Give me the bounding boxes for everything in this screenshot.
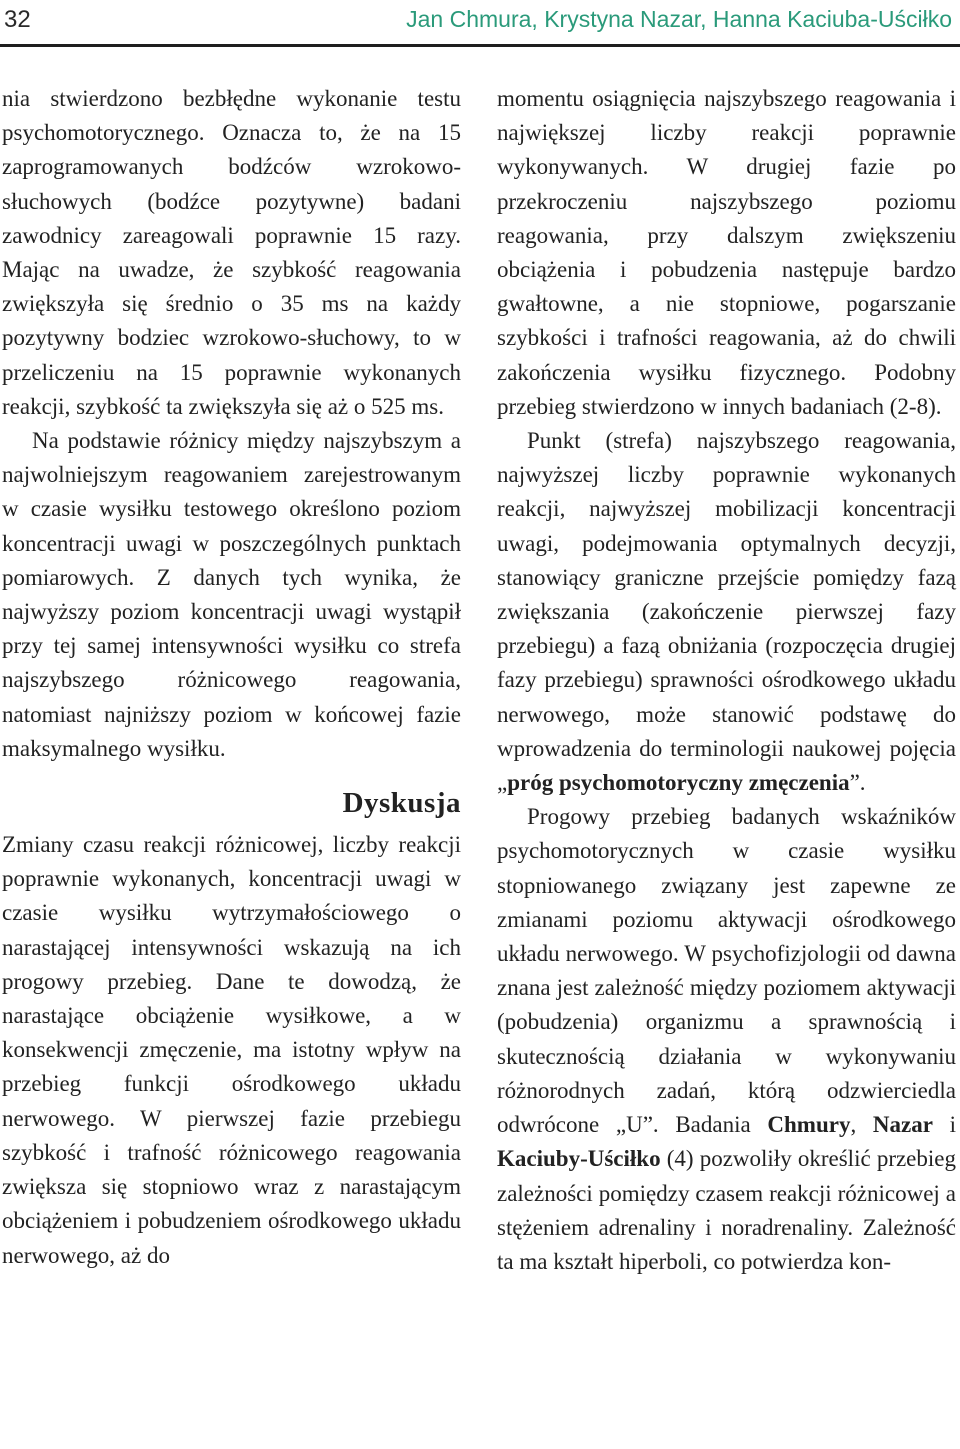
left-paragraph-2: Na podstawie różnicy między najszybszym a najwolniejszym reagowaniem zarejestrowanym w czasie wysiłku testowego określono poziom koncentracji uwagi w poszczególnych punktach pomiarowych. Z danych tych wynika, że najwyższy poziom koncentracji uwagi wystąpił przy tej samej intensywności wysiłku co strefa najszybszego różnicowego reagowania, natomiast najniższy poziom w końcowej fazie maksymalnego wysiłku. [2, 428, 461, 761]
separator-2: i [932, 1112, 956, 1138]
header-rule [0, 44, 960, 47]
right-paragraph-3 [497, 800, 956, 1279]
left-paragraph-3: Zmiany czasu reakcji różnicowej, liczby reakcji poprawnie wykonanych, koncentracji uwagi w czasie wysiłku wytrzymałościowego o narastającej intensywności wskazują na ich progowy przebieg. Dane te dowodzą, że narastające obciążenie wysiłkowe, a w konsekwencji zmęczenie, ma istotny wpływ na przebieg funkcji ośrodkowego układu nerwowego. W pierwszej fazie przebiegu szybkość i trafność różnicowego reagowania zwiększa się stopniowo wraz z narastającym obciążeniem i pobudzeniem ośrodkowego układu nerwowego, aż do [2, 832, 461, 1268]
right-paragraph-3-end: (4) pozwoliły określić przebieg zależności pomiędzy czasem reakcji różnicowej a stężeniem adrenaliny i noradrenaliny. Zależność ta ma kształt hiperboli, co potwierdza kon- [497, 1146, 956, 1274]
right-paragraph-2 [497, 424, 956, 800]
author-name-3: Kaciuby-Uściłko [497, 1146, 661, 1172]
left-column [2, 82, 461, 1273]
term-bold: próg psychomotoryczny zmęczenia [507, 770, 850, 796]
author-name-2: Nazar [872, 1112, 933, 1138]
right-paragraph-2-end: ”. [849, 770, 866, 796]
left-paragraph-1: nia stwierdzono bezbłędne wykonanie testu psychomotorycznego. Oznacza to, że na 15 zaprogramowanych bodźców wzrokowo-słuchowych (bodźce pozytywne) badani zawodnicy zareagowali poprawnie 15 razy. Mając na uwadze, że szybkość reagowania zwiększyła się średnio o 35 ms na każdy pozytywny bodziec wzrokowo-słuchowy, to w przeliczeniu na 15 poprawnie wykonanych reakcji, szybkość ta zwiększyła się aż o 525 ms. [2, 86, 461, 419]
right-paragraph-2-text: Punkt (strefa) najszybszego reagowania, najwyższej liczby poprawnie wykonanych reakcji, najwyższej mobilizacji koncentracji uwagi, podejmowania optymalnych decyzji, stanowiący graniczne przejście pomiędzy fazą zwiększania (zakończenie pierwszej fazy przebiegu) a fazą obniżania (rozpoczęcia drugiej fazy przebiegu) sprawności ośrodkowego układu nerwowego, może stanowić podstawę do wprowadzenia do terminologii naukowej pojęcia „ [497, 428, 956, 796]
right-paragraph-1: momentu osiągnięcia najszybszego reagowania i największej liczby reakcji poprawnie wykonywanych. W drugiej fazie po przekroczeniu najszybszego poziomu reagowania, przy dalszym zwiększeniu obciążenia i pobudzenia następuje bardzo gwałtowne, a nie stopniowe, pogarszanie szybkości i trafności reagowania, aż do chwili zakończenia wysiłku fizycznego. Podobny przebieg stwierdzono w innych badaniach (2-8). [497, 86, 956, 419]
section-heading: Dyskusja [342, 787, 461, 820]
running-head-authors: Jan Chmura, Krystyna Nazar, Hanna Kaciuba-Uściłko [406, 6, 952, 32]
page-header [0, 0, 960, 44]
right-column [497, 82, 956, 1279]
page-number: 32 [4, 6, 31, 33]
author-name-1: Chmury [767, 1112, 851, 1138]
right-paragraph-3-text: Progowy przebieg badanych wskaźników psychomotorycznych w czasie wysiłku stopniowanego związany jest zapewne ze zmianami poziomu aktywacji ośrodkowego układu nerwowego. W psychofizjologii od dawna znana jest zależność między poziomem aktywacji (pobudzenia) organizmu a sprawnością i skutecznością działania w wykonywaniu różnorodnych zadań, którą odzwierciedla odwrócone „U”. Badania [497, 804, 956, 1138]
separator-1: , [850, 1112, 873, 1138]
